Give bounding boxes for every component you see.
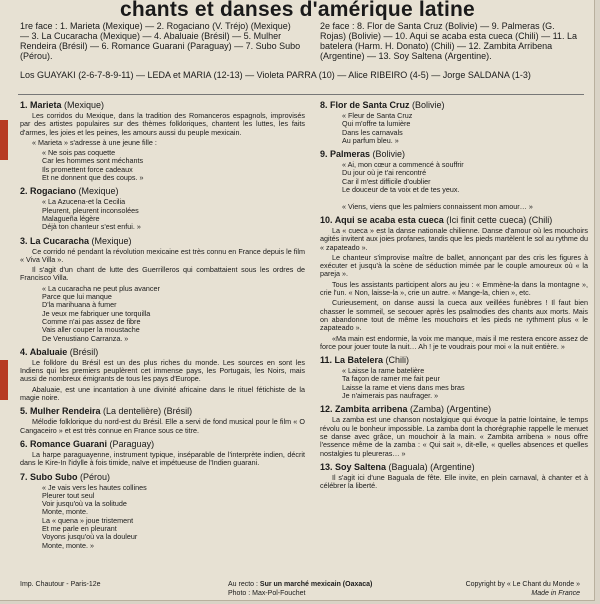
song-number: 12. bbox=[320, 404, 336, 415]
song-title bbox=[320, 461, 588, 473]
photo-credit bbox=[228, 581, 372, 598]
song-title bbox=[20, 471, 305, 483]
song-entry bbox=[20, 346, 305, 402]
song-entry bbox=[20, 235, 305, 343]
lyric-line: Monte, monte. bbox=[42, 507, 88, 517]
face-label: 2e face : bbox=[320, 21, 355, 31]
song-number: 6. bbox=[20, 438, 31, 449]
recto-label: Au recto : bbox=[228, 581, 258, 588]
song-origin: (Bolivie) bbox=[412, 100, 445, 110]
lyric-line: Parce que lui manque bbox=[42, 292, 112, 302]
edge-notch bbox=[0, 120, 8, 160]
song-name: Abaluaie bbox=[29, 346, 70, 357]
song-name: Mulher Rendeira bbox=[30, 406, 104, 417]
lyric-line: Au parfum bleu. » bbox=[342, 135, 399, 145]
song-lyrics bbox=[342, 112, 588, 145]
lyric-line: « Fleur de Santa Cruz bbox=[342, 111, 413, 120]
song-number: 2. bbox=[20, 186, 31, 197]
song-name: Rogaciano bbox=[30, 186, 79, 197]
song-lyrics bbox=[42, 285, 305, 343]
song-number: 4. bbox=[20, 346, 30, 357]
song-lyrics bbox=[42, 198, 305, 231]
song-origin: (Bolivie) bbox=[372, 149, 406, 160]
song-entry bbox=[320, 354, 588, 400]
song-name: Romance Guarani bbox=[30, 438, 110, 449]
lyric-line: Ta façon de ramer me fait peur bbox=[342, 374, 440, 384]
performers-line: Los GUAYAKI (2-6-7-8-9-11) — LEDA et MARIA (12-13) — Violeta PARRA (10) — Alice RIBEIRO (4-5) — Jorge SALDANA (1-3) bbox=[20, 70, 531, 80]
song-description: « Marieta » s'adresse à une jeune fille : bbox=[32, 137, 157, 147]
song-number: 7. bbox=[20, 471, 31, 482]
song-number: 5. bbox=[20, 406, 31, 417]
song-name: Zambita arribena bbox=[335, 404, 411, 415]
notes-column-left bbox=[20, 99, 305, 553]
song-number: 3. bbox=[20, 235, 31, 246]
song-description: Il s'agit ici d'une Baguala de fête. Elle invite, en plein carnaval, à chanter et à célébrer la liberté. bbox=[320, 472, 588, 491]
lyric-line: De Venustiano Carranza. » bbox=[42, 333, 129, 343]
recto-text: Sur un marché mexicain (Oaxaca) bbox=[259, 581, 373, 588]
song-description: Il s'agit d'un chant de lutte des Guerrilleros qui combattaient sous les ordres de Francisco Villa. bbox=[20, 265, 305, 283]
lyric-line: « La cucaracha ne peut plus avancer bbox=[42, 283, 160, 293]
song-number: 9. bbox=[320, 149, 331, 160]
album-title: chants et danses d'amérique latine bbox=[120, 0, 475, 20]
lyric-line: Laisse la rame et viens dans mes bras bbox=[342, 382, 465, 392]
song-origin: (Chili) bbox=[385, 355, 410, 366]
photo-text: Photo : Max-Pol-Fouchet bbox=[228, 589, 306, 597]
song-name: Palmeras bbox=[330, 149, 373, 160]
lyric-line: Du jour où je t'ai rencontré bbox=[342, 168, 427, 178]
song-title bbox=[320, 403, 588, 415]
lyric-line: « La Azucena-et la Cecilia bbox=[42, 197, 126, 207]
song-title bbox=[320, 214, 588, 226]
song-entry bbox=[320, 403, 588, 457]
lyric-line: Voir jusqu'où va la solitude bbox=[42, 499, 127, 509]
song-name: Marieta bbox=[30, 100, 65, 110]
song-origin: (Baguala) (Argentine) bbox=[388, 461, 475, 472]
lyric-line: Qui m'offre ta lumière bbox=[342, 119, 411, 129]
lyric-line: Le douceur de ta voix et de tes yeux. bbox=[342, 185, 460, 195]
lyric-line: Ils promettent force cadeaux bbox=[42, 164, 133, 174]
face-label: 1re face : bbox=[20, 21, 58, 31]
song-description: Le folklore du Brésil est un des plus riches du monde. Les sources en sont les Indiens qui les premiers peuplèrent cet immense pays, les Portugais, les Noirs, mais aussi de nombreux émigrants de tous les pays d'Europe. bbox=[20, 357, 305, 384]
song-number: 10. bbox=[320, 214, 335, 225]
lyric-line: « Ne sois pas coquette bbox=[42, 148, 116, 158]
song-description: «Ma main est endormie, la voix me manque, mais il me restera encore assez de force pour jouer toute la nuit… Ah ! je te voudrais pour moi « la nuit entière. » bbox=[320, 333, 588, 351]
lyric-line: D'la marihuana à fumer bbox=[42, 300, 117, 310]
lyric-line: « Laisse la rame batelière bbox=[342, 366, 425, 376]
song-description: La harpe paraguayenne, instrument typique, inséparable de l'interprète indien, décrit dans le Kire-In l'idylle à fois timide, naïve et impétueuse de l'Indien guarani. bbox=[20, 449, 305, 468]
song-origin: (La dentelière) (Brésil) bbox=[103, 406, 193, 417]
song-lyrics bbox=[342, 367, 588, 400]
lyric-line: « Ai, mon cœur a commencé à souffrir bbox=[342, 160, 464, 170]
lyric-line: Monte, monte. » bbox=[42, 540, 94, 550]
song-title bbox=[20, 438, 305, 450]
song-description: La « cueca » est la danse nationale chilienne. Danse d'amour où les mouchoirs agités invitent aux joies profanes, tandis que les pieds martèlent le sol au rythme du « zapateado ». bbox=[320, 225, 588, 252]
lyric-line: Comme n'ai pas assez de fibre bbox=[42, 316, 141, 326]
song-entry bbox=[20, 99, 305, 182]
song-number: 13. bbox=[320, 461, 336, 472]
song-origin: (Zamba) (Argentine) bbox=[410, 404, 492, 415]
lyric-line: Dans les carnavals bbox=[342, 127, 403, 137]
notes-column-right bbox=[320, 99, 588, 493]
edge-notch bbox=[0, 360, 8, 400]
lyric-line: Et ne donnent que des coups. » bbox=[42, 173, 144, 183]
made-in: Made in France bbox=[531, 589, 580, 597]
song-description: Mélodie folklorique du nord-est du Brésil. Elle a servi de fond musical pour le film « O Cangaceiro » et est très connue en France sous ce titre. bbox=[20, 417, 305, 435]
song-name: La Cucaracha bbox=[30, 235, 92, 246]
song-description: Curieusement, on danse aussi la cueca aux veillées funèbres ! Il faut bien chasser le sommeil, se secouer après les psalmodies des chants aux morts. Mais on abandonne tout de même les mouchoirs et les pieds ne rythment plus « le zapateado ». bbox=[320, 298, 588, 333]
song-entry bbox=[320, 214, 588, 351]
face-1-tracklist bbox=[20, 21, 302, 61]
song-entry bbox=[20, 471, 305, 550]
lyric-line: Pleurent, pleurent inconsolées bbox=[42, 205, 139, 215]
face-2-tracklist bbox=[320, 21, 582, 61]
song-name: Flor de Santa Cruz bbox=[330, 100, 413, 110]
lyric-line: « Je vais vers les hautes collines bbox=[42, 482, 147, 492]
song-lyrics bbox=[42, 149, 305, 182]
song-number: 11. bbox=[320, 355, 335, 366]
song-number: 8. bbox=[320, 100, 331, 110]
song-origin: (Brésil) bbox=[69, 346, 99, 357]
song-description: La zamba est une chanson nostalgique qui évoque la patrie lointaine, le temps révolu ou le bonheur impossible. La zamba dont la chorégraphie rappelle le menuet se danse avec grâce, un mouchoir à la main. « Zambita arribena » nous offre l'essence même de la zamba : « Qui sait », dit-elle, « quelles absences et quelles nostalgies tu pleureras… » bbox=[320, 415, 588, 458]
lyric-line: Déjà ton chanteur s'est enfui. » bbox=[42, 222, 141, 232]
song-title bbox=[320, 148, 588, 160]
song-origin: (Pérou) bbox=[80, 471, 111, 482]
song-name: Subo Subo bbox=[30, 471, 81, 482]
face-tracks: 8. Flor de Santa Cruz (Bolivie) — 9. Palmeras (G. Rojas) (Bolivie) — 10. Aqui se acaba esta cueca (Chili) — 11. La batelera (Harm. H. Donato) (Chili) — 12. Zambita Arribena (Argentine) — 13. Soy Saltena (Argentine). bbox=[320, 21, 577, 61]
song-title bbox=[20, 405, 305, 417]
lyric-line: Je n'aimerais pas naufrager. » bbox=[342, 391, 439, 401]
lyric-line: Je veux me fabriquer une torquilla bbox=[42, 308, 151, 318]
lyric-line: Vais aller couper la moustache bbox=[42, 325, 140, 335]
printer-credit: Imp. Chautour - Paris-12e bbox=[20, 581, 101, 588]
song-description: Abaluaie, est une incantation à une divinité africaine dans le rituel fétichiste de la magie noire. bbox=[20, 384, 305, 403]
song-title bbox=[20, 235, 305, 247]
lyric-line: Et me parle en pleurant bbox=[42, 523, 117, 533]
song-lyrics bbox=[42, 484, 305, 550]
song-number: 1. bbox=[20, 100, 31, 110]
copyright-text: Copyright by « Le Chant du Monde » bbox=[465, 581, 580, 588]
song-title bbox=[320, 354, 588, 366]
song-entry bbox=[20, 185, 305, 231]
song-title bbox=[20, 185, 305, 197]
lyric-line: Car il m'est difficile d'oublier bbox=[342, 176, 431, 186]
song-entry bbox=[320, 99, 588, 145]
lyric-line: Pleurer tout seul bbox=[42, 490, 95, 500]
song-name: Soy Saltena bbox=[335, 461, 389, 472]
song-lyrics bbox=[342, 161, 588, 211]
song-entry bbox=[320, 461, 588, 491]
lyric-line: Voyons jusqu'où va la douleur bbox=[42, 532, 138, 542]
song-description: Le chanteur s'improvise maître de ballet, annonçant par des cris les figures à exécuter et jusqu'à la scène de séduction mimée par le couple amoureux où « la pareja ». bbox=[320, 252, 588, 279]
song-entry bbox=[20, 438, 305, 468]
lyric-line: « Viens, viens que les palmiers connaissent mon amour… » bbox=[342, 201, 533, 211]
song-origin: (Ici finit cette cueca) (Chili) bbox=[446, 214, 553, 225]
song-entry bbox=[320, 148, 588, 211]
song-description: Ce corrido né pendant la révolution mexicaine est très connu en France depuis le film « Viva Villa ». bbox=[20, 246, 305, 264]
copyright bbox=[440, 581, 580, 598]
lyric-line: Malagueña légère bbox=[42, 213, 100, 223]
song-title bbox=[20, 99, 305, 111]
song-description: Tous les assistants participent alors au jeu : « Emmène-la dans la montagne », crie l'un. « Non, laisse-la », crie un autre. « Mange-la, chien », etc. bbox=[320, 279, 588, 298]
song-entry bbox=[20, 405, 305, 435]
divider bbox=[18, 94, 584, 95]
lyric-line: La « quena » joue tristement bbox=[42, 515, 134, 525]
song-origin: (Mexique) bbox=[91, 235, 132, 246]
song-origin: (Paraguay) bbox=[109, 438, 155, 449]
lyric-line: Car les hommes sont méchants bbox=[42, 156, 144, 166]
song-origin: (Mexique) bbox=[78, 186, 119, 197]
song-name: La Batelera bbox=[334, 355, 386, 366]
song-name: Aqui se acaba esta cueca bbox=[334, 214, 447, 225]
song-origin: (Mexique) bbox=[64, 100, 105, 110]
song-title bbox=[320, 99, 588, 111]
song-description: Les corridos du Mexique, dans la tradition des Romanceros espagnols, improvisés par des artistes populaires sur des thèmes folkloriques, chantent les luttes, les faits d'armes, les joies et les peines, les amours aussi du peuple mexicain. bbox=[20, 111, 305, 137]
song-title bbox=[20, 346, 305, 358]
face-tracks: 1. Marieta (Mexique) — 2. Rogaciano (V. Tréjo) (Mexique) — 3. La Cucaracha (Mexique) — 4. Abaluaie (Brésil) — 5. Mulher Rendeira (Brésil) — 6. Romance Guarani (Paraguay) — 7. Subo Subo (Pérou). bbox=[20, 21, 301, 61]
